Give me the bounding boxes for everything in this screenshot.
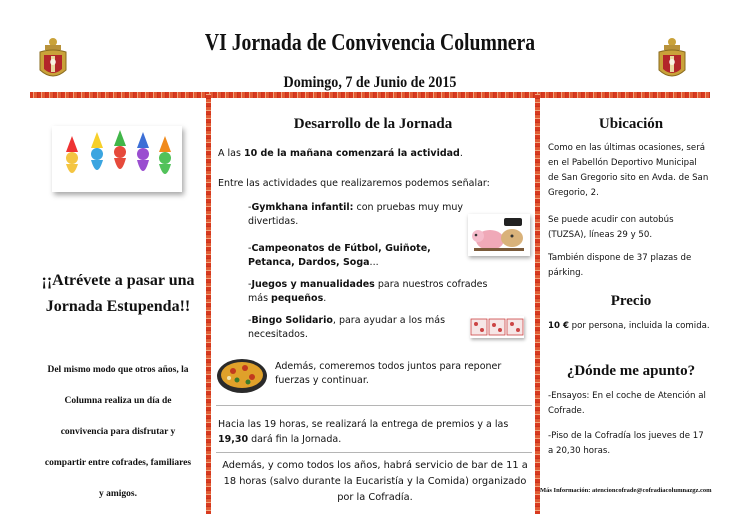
intro-line: convivencia para disfrutar y (60, 427, 176, 437)
parking-text: También dispone de 37 plazas de párking. (548, 253, 692, 278)
text-fragment: ... (369, 257, 379, 268)
price-heading: Precio (610, 293, 652, 309)
text-fragment: 10 de la mañana comenzará la actividad (243, 148, 460, 159)
text-fragment: - (248, 315, 252, 326)
bingo-cards-image (470, 316, 524, 338)
text-fragment: . (323, 293, 327, 304)
text-fragment: . (459, 148, 463, 159)
text-fragment: Gymkhana infantil: (251, 202, 354, 213)
text-fragment: - (248, 243, 252, 254)
signup-heading: ¿Dónde me apunto? (566, 363, 696, 379)
intro-line: compartir entre cofrades, familiares (44, 458, 192, 468)
text-fragment: 10 € (548, 321, 569, 331)
location-heading: Ubicación (598, 116, 664, 132)
section-divider (216, 452, 532, 453)
intro-line: Columna realiza un día de (64, 396, 172, 406)
bar-service-text: Además, y como todos los años, habrá servicio de bar de 11 a 18 horas (salvo durante la Eucaristía y la Comida) organizado por la Cofradía. (222, 460, 528, 503)
signup-rehearsals: -Ensayos: En el coche de Atención al Cofrade. (548, 391, 706, 416)
text-fragment: Campeonatos de Fútbol, Guiñote, Petanca, Dardos, Soga (248, 243, 431, 268)
activity-item (248, 278, 493, 306)
party-people-image (52, 126, 182, 192)
location-text: Como en las últimas ocasiones, será en el Pabellón Deportivo Municipal de San Gregorio sito en Avda. de San Gregorio, 2. (548, 143, 709, 198)
start-time-text (218, 147, 532, 161)
price-text (548, 319, 710, 334)
top-divider (30, 92, 710, 98)
slogan-line: Jornada Estupenda!! (45, 298, 191, 315)
section-divider (216, 405, 532, 406)
contact-info: Más Información: atencioncofrade@cofradiacolumnazgz.com (540, 487, 712, 494)
bus-text: Se puede acudir con autobús (TUZSA), líneas 29 y 50. (548, 215, 674, 240)
slogan (30, 268, 206, 320)
prizes-text (218, 417, 532, 447)
text-fragment: Juegos y manualidades (251, 279, 375, 290)
intro-line: Del mismo modo que otros años, la (47, 365, 189, 375)
intro-paragraph (28, 362, 208, 517)
text-fragment: - (248, 202, 252, 213)
text-fragment: , para ayudar a los más necesitados. (248, 315, 446, 340)
slogan-line: ¡¡Atrévete a pasar una (41, 272, 195, 289)
intro-line: y amigos. (99, 489, 137, 499)
activities-intro: Entre las actividades que realizaremos podemos señalar: (218, 178, 490, 189)
signup-office: -Piso de la Cofradía los jueves de 17 a 20,30 horas. (548, 431, 704, 456)
activity-item (248, 242, 468, 270)
page-title: VI Jornada de Convivencia Columnera (204, 30, 536, 56)
text-fragment: por persona, incluida la comida. (568, 321, 710, 331)
event-date: Domingo, 7 de Junio de 2015 (283, 74, 457, 91)
text-fragment: Hacia las 19 horas, se realizará la entrega de premios y a las (218, 419, 509, 430)
activity-item (248, 201, 493, 229)
text-fragment: Bingo Solidario (251, 315, 333, 326)
text-fragment: para nuestros cofrades más (248, 279, 488, 304)
text-fragment: dará fin la Jornada. (248, 434, 342, 445)
text-fragment: con pruebas muy muy divertidas. (248, 202, 464, 227)
schedule-heading: Desarrollo de la Jornada (293, 116, 453, 132)
meal-text: Además, comeremos todos juntos para reponer fuerzas y continuar. (275, 361, 502, 386)
right-column-divider (535, 94, 540, 514)
text-fragment: 19,30 (218, 434, 249, 445)
text-fragment: A las (218, 148, 244, 159)
paella-image (215, 352, 269, 396)
text-fragment: pequeños (271, 293, 324, 304)
text-fragment: - (248, 279, 252, 290)
games-image (468, 214, 530, 256)
activity-item (248, 314, 470, 342)
